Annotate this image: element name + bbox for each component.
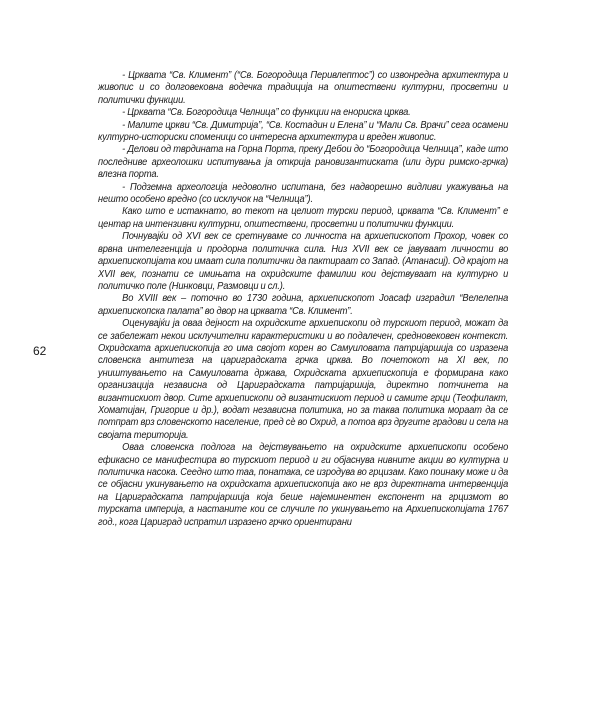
paragraph-prohor: Почнувајќи од XVI век се сретнуваме со личноста на архиепископот Прохор, човек со врвна интелегенција и продорна политичка сила. Низ XVII век се јавуваат личности во архиепископијата кои имаат сила политички да пактираат со Запад. (Атанасиј). Од крајот на XVII век, познати се имињата на охридските фамилии кои дејствуваат на културно и политичко поле (Нинковци, Размовци и сл.). [98,231,509,292]
paragraph-archbishops-assessment: Оценувајќи ја оваа дејност на охридските архиепископи од турскиот период, можат да се забележат некои исклучителни карактеристики и во подалечен, средновековен контекст. Охридската архиепископија го има својот корен во Самуиловата патријаршија со изразена словенска антитеза на цариградската грчка црква. Во почетокот на XI век, по уништувањето на Самуиловата држава, Охридската архиепископија е формирана како организација независна од Цариградската патријаршија, директно потчинета на византискиот двор. Сите архиепископи од византискиот период и самите грци (Теофилакт, Хоматијан, Григорие и др.), водат независна политика, но за таква политика мораат да се потпрат врз словенското население, пред сè во Охрид, а потоа врз другите градови и села на својата територија. [98,318,509,441]
paragraph-bullet-fortress: - Делови од тврдината на Горна Порта, преку Дебои до “Богородица Челница”, каде што последниве археолошки испитувања ја открија рановизантиската (или дури римско-грчка) влезна порта. [98,144,509,181]
page-number: 62 [33,344,47,358]
paragraph-turkish-period: Како што е истакнато, во текот на целиот турски период, црквата “Св. Климент” е центар на интензивни културни, општествени, просветни и политички функции. [98,206,509,230]
body-text [98,70,508,529]
paragraph-xviii-century: Во XVIII век – поточно во 1730 година, архиепископот Јоасаф изградил “Велелепна архиепископска палата” во двор на црквата “Св. Климент”. [98,293,509,317]
paragraph-bullet-small-churches: - Малите цркви “Св. Димитрија”, “Св. Костадин и Елена” и “Мали Св. Врачи” сега осамени културно-историски споменици со интересна архитектура и вреден живопис. [98,119,509,144]
paragraph-bullet-chelnica: - Црквата “Св. Богородица Челница” со функции на енориска црква. [122,107,411,119]
paragraph-slavic-basis: Оваа словенска подлога на дејствувањето на охридските архиепископи особено ефикасно се манифестира во турскиот период и ги објаснува нивните акции во културна и политичка насока. Сеедно што таа, понатака, се изродува во грцизам. Како поинаку може и да се објасни укинувањето на охридската архиепископија ако не врз директната интервенција на Цариградската патријаршија која беше најеминентен експонент на грцизмот во турската империја, а настаните кои се случиле по укинувањето на Архиепископијата 1767 год., кога Цариград испратил изразено грчко ориентирани [98,442,509,528]
paragraph-bullet-archaeology: - Подземна археологија недоволно испитана, без надворешно видливи укажувања на нешто особено вредно (со исклучок на “Челница”). [98,181,509,206]
paragraph-bullet-st-kliment: - Црквата “Св. Климент” (“Св. Богородица Перивлептос”) со извонредна архитектура и живопис и со долговековна водечка традиција на општествени културни, просветни и политички функции. [98,70,509,106]
